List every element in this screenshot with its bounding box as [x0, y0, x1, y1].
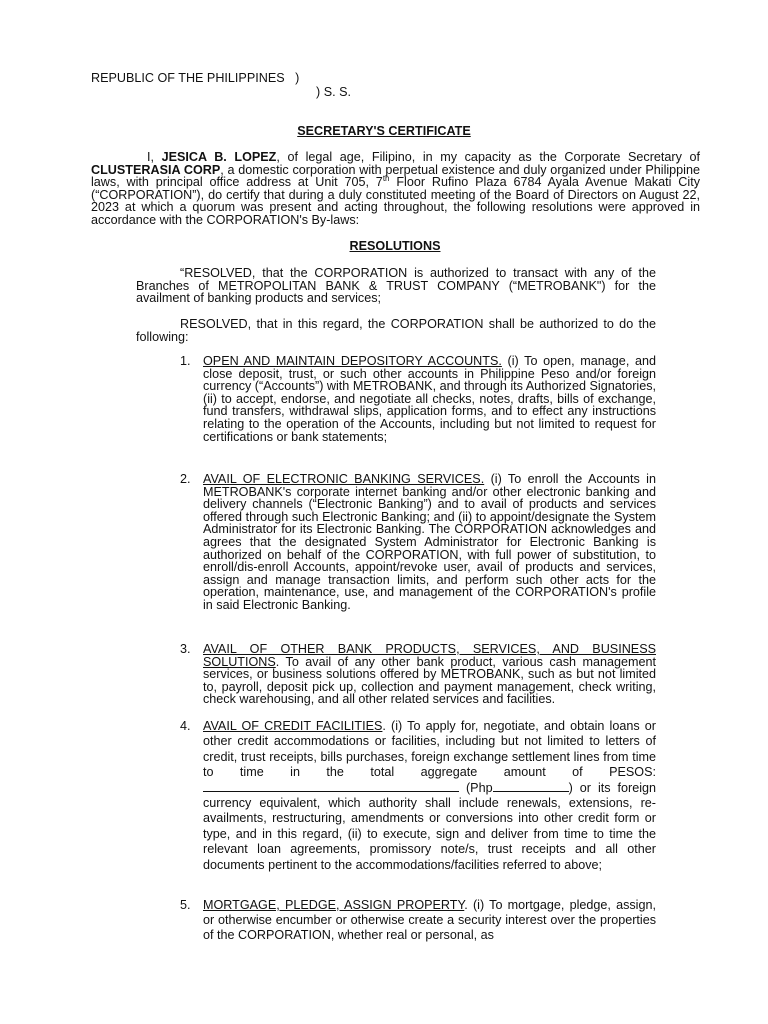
resolution-paragraph-1: “RESOLVED, that the CORPORATION is authorized to transact with any of the Branches of METROPOLITAN BANK & TRUST COMPANY (“METROBANK") for the availment of banking products and services;: [136, 266, 656, 306]
item-text-continued: or its foreign currency equivalent, which authority shall include renewals, extensions, re-availments, restructuring, amendments or conversions into other credit form or type, and in this regard, (ii) to execute, sign and deliver from time to time the relevant loan agreements, promissory note/s, trust receipts and all other documents pertinent to the accommodations/facilities referred to above;: [203, 780, 657, 872]
item-number: 1.: [180, 354, 191, 368]
certificate-title: SECRETARY'S CERTIFICATE: [297, 124, 471, 138]
item-text: . (i) To apply for, negotiate, and obtain loans or other credit accommodations or facilities, including but not limited to letters of credit, trust receipts, bills purchases, foreign exchange settlement lines from time to time in the total aggregate amount of PESOS:: [203, 719, 656, 780]
item-text: (i) To open, manage, and close deposit, trust, or such other accounts in Philippine Peso and/or foreign currency (“Accounts”) with METROBANK, and through its Authorized Signatories, (ii) to accept, endorse, and negotiate all checks, notes, drafts, bills of exchange, fund transfers, withdrawal slips, application forms, and to effect any instructions relating to the operation of the Accounts, including but not limited to request for certifications or bank statements;: [203, 354, 656, 444]
item-text: (i) To enroll the Accounts in METROBANK's corporate internet banking and/or other electronic banking and delivery channels (“Electronic Banking”) and to avail of products and services offered through such Electronic Banking; and (ii) to appoint/designate the System Administrator for its Electronic Banking. The CORPORATION acknowledges and agrees that the designated System Administrator for Electronic Banking is authorized on behalf of the CORPORATION, with full power of substitution, to enroll/dis-enroll Accounts, appoint/revoke user, avail of products and services, assign and manage transaction limits, and perform such other acts for the operation, maintenance, use, and management of the CORPORATION's profile in said Electronic Banking.: [203, 472, 656, 612]
item-heading: AVAIL OF CREDIT FACILITIES: [203, 719, 383, 733]
secretary-name: JESICA B. LOPEZ: [161, 150, 277, 164]
resolution-item-1: [180, 355, 656, 443]
resolution-item-3: [180, 643, 656, 706]
item-number: 2.: [180, 472, 191, 486]
item-text: . (i) To mortgage, pledge, assign, or otherwise encumber or otherwise create a security interest over the properties of the CORPORATION, whether real or personal, as: [203, 898, 656, 943]
jurisdiction-line: REPUBLIC OF THE PHILIPPINES ): [91, 71, 300, 85]
resolutions-title: RESOLUTIONS: [349, 239, 441, 253]
item-heading: OPEN AND MAINTAIN DEPOSITORY ACCOUNTS.: [203, 354, 502, 368]
corporation-name: CLUSTERASIA CORP: [91, 162, 221, 177]
php-label: (Php: [465, 780, 493, 795]
item-number: 4.: [180, 719, 191, 733]
item-heading: AVAIL OF OTHER BANK PRODUCTS, SERVICES, AND BUSINESS SOLUTIONS: [203, 642, 656, 669]
item-text: . To avail of any other bank product, various cash management services, or business solutions offered by METROBANK, such as but not limited to, payroll, deposit pick up, collection and payment management, check writing, check warehousing, and all other related services and facilities.: [203, 654, 656, 707]
intro-paragraph: I, JESICA B. LOPEZ, of legal age, Filipino, in my capacity as the Corporate Secretary of CLUSTERASIA CORP, a domestic corporation with perpetual existence and duly organized under Philippine laws, with principal office address at Unit 705, 7th Floor Rufino Plaza 6784 Ayala Avenue Makati City (“CORPORATION”), do certify that during a duly constituted meeting of the Board of Directors on August 22, 2023 at which a quorum was present and acting throughout, the following resolutions were approved in accordance with the CORPORATION's By-laws:: [91, 150, 701, 227]
php-amount-blank: [493, 781, 569, 792]
item-heading: AVAIL OF ELECTRONIC BANKING SERVICES.: [203, 472, 485, 486]
resolution-item-4: 4. AVAIL OF CREDIT FACILITIES. (i) To apply for, negotiate, and obtain loans or other credit accommodations or facilities, including but not limited to letters of credit, trust receipts, bills purchases, foreign exchange settlement lines from time to time in the total aggregate amount of PESOS: (Php ) or its foreign currency equivalent, which authority shall include renewals, extensions, re-availments, restructuring, amendments or conversions into other credit form or type, and in this regard, (ii) to execute, sign and deliver from time to time the relevant loan agreements, promissory note/s, trust receipts and all other documents pertinent to the accommodations/facilities referred to above;: [180, 719, 657, 872]
resolution-item-5: [180, 898, 656, 944]
amount-blank: [203, 781, 459, 792]
resolution-paragraph-2: RESOLVED, that in this regard, the CORPORATION shall be authorized to do the following:: [136, 317, 656, 344]
item-heading: MORTGAGE, PLEDGE, ASSIGN PROPERTY: [203, 898, 465, 912]
item-number: 5.: [180, 898, 191, 912]
resolution-item-2: [180, 473, 656, 612]
ss-line: ) S. S.: [316, 85, 351, 99]
item-number: 3.: [180, 642, 191, 656]
